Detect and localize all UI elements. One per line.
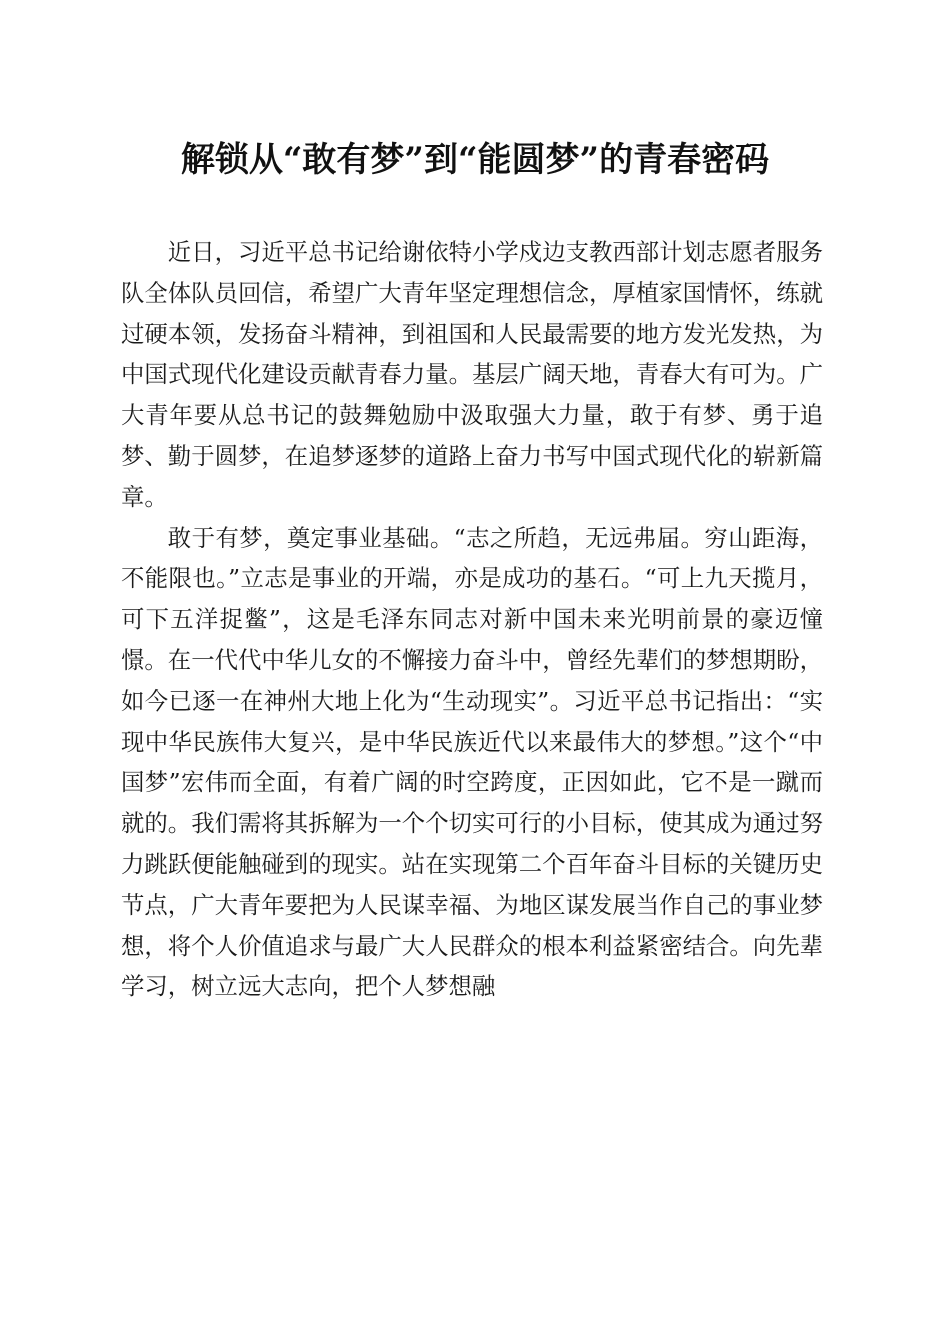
document-title: 解锁从“敢有梦”到“能圆梦”的青春密码 xyxy=(180,140,770,180)
paragraph-2: 敢于有梦，奠定事业基础。“志之所趋，无远弗届。穷山距海，不能限也。”立志是事业的开端，亦是成功的基石。“可上九天揽月，可下五洋捉鳖”，这是毛泽东同志对新中国未来光明前景的豪迈憧憬。在一代代中华儿女的不懈接力奋斗中，曾经先辈们的梦想期盼，如今已逐一在神州大地上化为“生动现实”。习近平总书记指出：“实现中华民族伟大复兴，是中华民族近代以来最伟大的梦想。”这个“中国梦”宏伟而全面，有着广阔的时空跨度，正因如此，它不是一蹴而就的。我们需将其拆解为一个个切实可行的小目标，使其成为通过努力跳跃便能触碰到的现实。站在实现第二个百年奋斗目标的关键历史节点，广大青年要把为人民谋幸福、为地区谋发展当作自己的事业梦想，将个人价值追求与最广大人民群众的根本利益紧密结合。向先辈学习，树立远大志向，把个人梦想融 xyxy=(121,523,823,1001)
paragraph-1: 近日，习近平总书记给谢依特小学戍边支教西部计划志愿者服务队全体队员回信，希望广大青年坚定理想信念，厚植家国情怀，练就过硬本领，发扬奋斗精神，到祖国和人民最需要的地方发光发热，为中国式现代化建设贡献青春力量。基层广阔天地，青春大有可为。广大青年要从总书记的鼓舞勉励中汲取强大力量，敢于有梦、勇于追梦、勤于圆梦，在追梦逐梦的道路上奋力书写中国式现代化的崭新篇章。 xyxy=(121,238,823,511)
document-body xyxy=(121,232,823,1007)
